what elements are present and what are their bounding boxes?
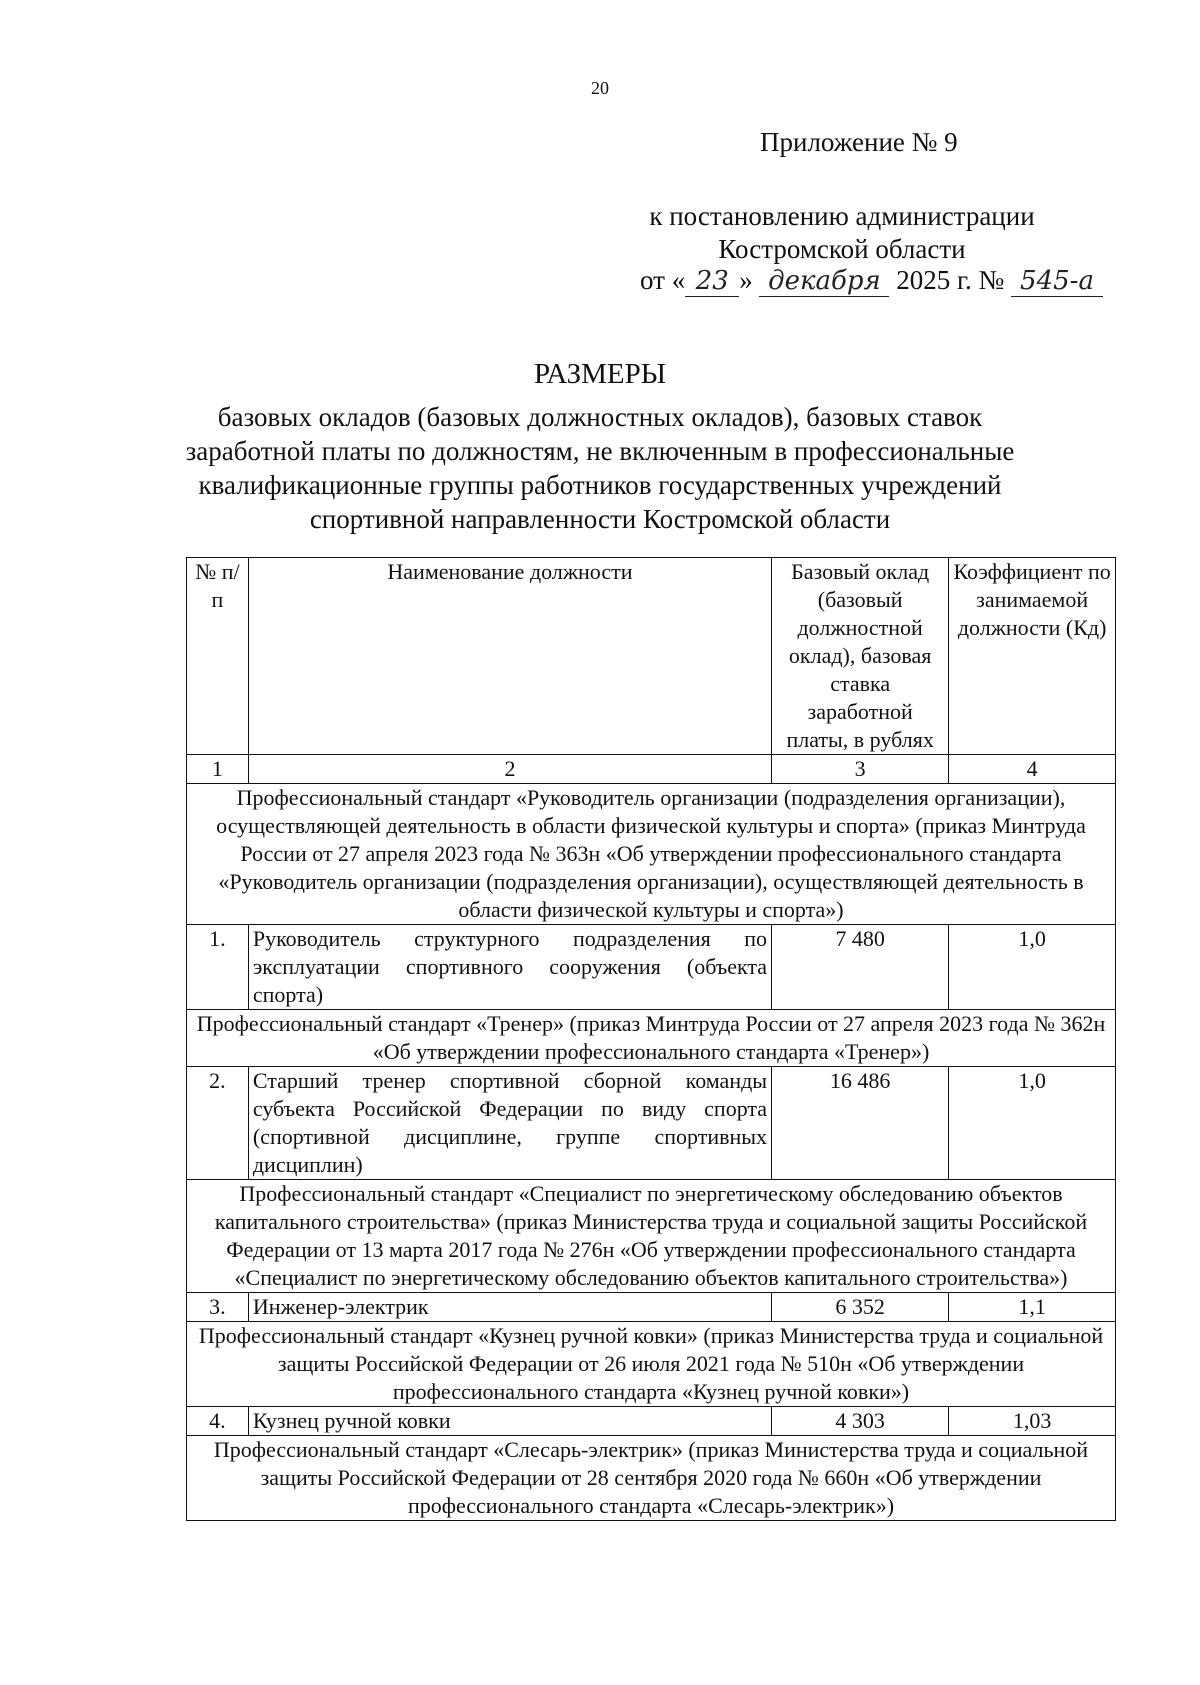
order-line xyxy=(640,265,1103,297)
row-num: 4. xyxy=(187,1407,249,1436)
column-number: 2 xyxy=(248,755,771,784)
table-row xyxy=(187,1407,1116,1436)
row-coefficient: 1,0 xyxy=(949,925,1116,1010)
section-heading: Профессиональный стандарт «Кузнец ручной ковки» (приказ Министерства труда и социальной защиты Российской Федерации от 26 июля 2021 года № 510н «Об утверждении профессионального стандарта «Кузнец ручной ковки») xyxy=(187,1322,1116,1407)
row-num: 3. xyxy=(187,1293,249,1322)
table-row xyxy=(187,1067,1116,1180)
appendix-line-1: к постановлению администрации xyxy=(649,201,1035,231)
row-salary: 7 480 xyxy=(772,925,949,1010)
order-prefix: от « xyxy=(640,265,686,295)
order-day: 23 xyxy=(685,266,739,297)
column-number: 4 xyxy=(949,755,1116,784)
order-month: декабря xyxy=(759,266,889,297)
row-coefficient: 1,1 xyxy=(949,1293,1116,1322)
table-header-row xyxy=(187,558,1116,755)
header-name: Наименование должности xyxy=(248,558,771,755)
row-position-name: Кузнец ручной ковки xyxy=(248,1407,771,1436)
row-salary: 16 486 xyxy=(772,1067,949,1180)
table-row xyxy=(187,1293,1116,1322)
section-heading-row xyxy=(187,1322,1116,1407)
order-year: 2025 г. № xyxy=(896,265,1005,295)
appendix-line-2: Костромской области xyxy=(718,234,966,264)
row-coefficient: 1,03 xyxy=(949,1407,1116,1436)
section-heading: Профессиональный стандарт «Слесарь-электрик» (приказ Министерства труда и социальной защиты Российской Федерации от 28 сентября 2020 года № 660н «Об утверждении профессионального стандарта «Слесарь-электрик») xyxy=(187,1436,1116,1521)
appendix-title: Приложение № 9 xyxy=(760,127,958,157)
row-num: 1. xyxy=(187,925,249,1010)
section-heading-row xyxy=(187,1180,1116,1293)
row-salary: 6 352 xyxy=(772,1293,949,1322)
row-position-name: Старший тренер спортивной сборной команды субъекта Российской Федерации по виду спорта (спортивной дисциплине, группе спортивных дисциплин) xyxy=(248,1067,771,1180)
page-number: 20 xyxy=(591,78,609,98)
column-numbers-row xyxy=(187,755,1116,784)
row-num: 2. xyxy=(187,1067,249,1180)
section-heading: Профессиональный стандарт «Специалист по энергетическому обследованию объектов капитального строительства» (приказ Министерства труда и социальной защиты Российской Федерации от 13 марта 2017 года № 276н «Об утверждении профессионального стандарта «Специалист по энергетическому обследованию объектов капитального строительства») xyxy=(187,1180,1116,1293)
header-salary: Базовый оклад (базовый должностной оклад), базовая ставка заработной платы, в рублях xyxy=(772,558,949,755)
row-coefficient: 1,0 xyxy=(949,1067,1116,1180)
document-title: РАЗМЕРЫ xyxy=(533,358,667,390)
section-heading: Профессиональный стандарт «Тренер» (приказ Минтруда России от 27 апреля 2023 года № 362н «Об утверждении профессионального стандарта «Тренер») xyxy=(187,1010,1116,1067)
column-number: 3 xyxy=(772,755,949,784)
section-heading-row xyxy=(187,1436,1116,1521)
section-heading-row xyxy=(187,1010,1116,1067)
section-heading-row xyxy=(187,784,1116,925)
order-number: 545-а xyxy=(1011,266,1103,297)
row-position-name: Инженер-электрик xyxy=(248,1293,771,1322)
table-row xyxy=(187,925,1116,1010)
header-num: № п/п xyxy=(187,558,249,755)
section-heading: Профессиональный стандарт «Руководитель организации (подразделения организации), осуществляющей деятельность в области физической культуры и спорта» (приказ Минтруда России от 27 апреля 2023 года № 363н «Об утверждении профессионального стандарта «Руководитель организации (подразделения организации), осуществляющей деятельность в области физической культуры и спорта») xyxy=(187,784,1116,925)
header-coef: Коэффициент по занимаемой должности (Кд) xyxy=(949,558,1116,755)
document-subtitle: базовых окладов (базовых должностных окладов), базовых ставок заработной платы по должностям, не включенным в профессиональные квалификационные группы работников государственных учреждений спортивной направленности Костромской области xyxy=(185,402,1015,534)
order-mid: » xyxy=(739,265,753,295)
row-salary: 4 303 xyxy=(772,1407,949,1436)
column-number: 1 xyxy=(187,755,249,784)
row-position-name: Руководитель структурного подразделения по эксплуатации спортивного сооружения (объекта спорта) xyxy=(248,925,771,1010)
salary-table xyxy=(186,557,1116,1521)
